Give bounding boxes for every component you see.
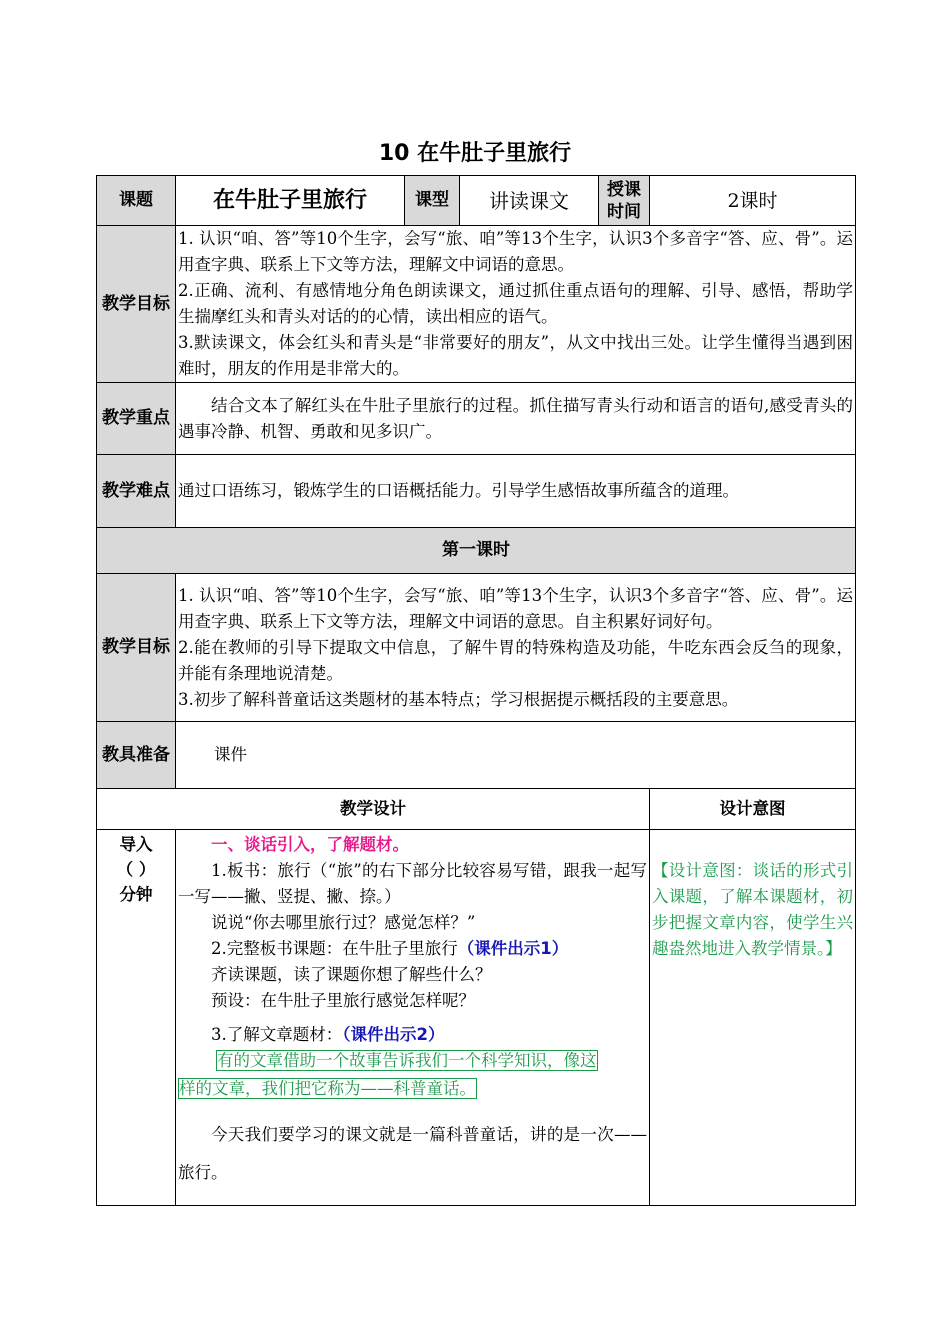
design-paragraph: 今天我们要学习的课文就是一篇科普童话，讲的是一次——旅行。: [178, 1125, 647, 1182]
design-text: 3.了解文章题材：: [211, 1025, 343, 1044]
intent-col-header: 设计意图: [650, 789, 856, 830]
design-col-header: 教学设计: [97, 789, 650, 830]
time-value: 2课时: [650, 176, 856, 226]
green-boxed-text: 样的文章，我们把它称为——科普童话。: [179, 1079, 476, 1098]
lesson1-heading: 第一课时: [97, 528, 856, 574]
topic-value: 在牛肚子里旅行: [176, 176, 405, 226]
lesson1-goals-row: [97, 574, 856, 722]
goals-row: [97, 226, 856, 383]
type-value: 讲读课文: [460, 176, 599, 226]
design-header-row: [97, 789, 856, 830]
design-paragraph: 说说“你去哪里旅行过？感觉怎样？”: [211, 913, 476, 932]
green-line: [178, 1048, 647, 1074]
tools-label: 教具准备: [97, 722, 176, 789]
stage-name: 导入: [119, 835, 153, 854]
design-text: 2.完整板书课题：在牛肚子里旅行: [211, 939, 458, 958]
stage-minutes-blank: （ ）: [116, 860, 156, 879]
difficulties-label: 教学难点: [97, 455, 176, 528]
design-paragraph: 1.板书：旅行（“旅”的右下部分比较容易写错，跟我一起写一写——撇、竖提、撇、捺。）: [178, 861, 647, 906]
courseware-note: （课件出示1）: [457, 939, 569, 958]
stage-label: [97, 830, 176, 1206]
design-intent: 【设计意图：谈话的形式引入课题，了解本课题材，初步把握文章内容，使学生兴趣盎然地进入教学情景。】: [650, 830, 856, 1206]
difficulties-content: [176, 455, 856, 528]
green-boxed-text: 有的文章借助一个故事告诉我们一个科学知识，像这: [217, 1051, 597, 1070]
goal-line: 3.默读课文，体会红头和青头是“非常要好的朋友”，从文中找出三处。让学生懂得当遇到困难时，朋友的作用是非常大的。: [178, 333, 853, 378]
green-line: [178, 1076, 647, 1102]
document-title: 10 在牛肚子里旅行: [378, 141, 572, 166]
goals-content: [176, 226, 856, 383]
keypoints-label: 教学重点: [97, 383, 176, 455]
lesson-plan-table: [96, 175, 856, 1206]
difficulties-text: 通过口语练习，锻炼学生的口语概括能力。引导学生感悟故事所蕴含的道理。: [178, 481, 739, 500]
design-paragraph: 预设：在牛肚子里旅行感觉怎样呢？: [211, 991, 475, 1010]
difficulties-row: [97, 455, 856, 528]
keypoints-content: [176, 383, 856, 455]
design-paragraph: 齐读课题，读了课题你想了解些什么？: [211, 965, 492, 984]
goal-line: 1. 认识“咱、答”等10个生字，会写“旅、咱”等13个生字，认识3个多音字“答、应、骨”。运用查字典、联系上下文等方法，理解文中词语的意思。自主积累好词好句。: [178, 585, 853, 631]
courseware-note: （课件出示2）: [342, 1025, 445, 1044]
header-row: [97, 176, 856, 226]
goals-label: 教学目标: [97, 226, 176, 383]
tools-value: 课件: [176, 722, 856, 789]
keypoints-text: 结合文本了解红头在牛肚子里旅行的过程。抓住描写青头行动和语言的语句,感受青头的遇事冷静、机智、勇敢和见多识广。: [178, 395, 853, 441]
goal-line: 2.正确、流利、有感情地分角色朗读课文，通过抓住重点语句的理解、引导、感悟，帮助学生揣摩红头和青头对话的的心情，读出相应的语气。: [178, 281, 853, 326]
type-label: 课型: [405, 176, 460, 226]
lesson1-heading-row: [97, 528, 856, 574]
lesson1-goals-content: [176, 574, 856, 722]
design-paragraph: [178, 936, 647, 962]
keypoints-row: [97, 383, 856, 455]
design-paragraph: [178, 1022, 647, 1048]
stage-minutes-unit: 分钟: [119, 885, 153, 904]
design-body-row: [97, 830, 856, 1206]
design-content: [176, 830, 650, 1206]
goal-line: 3.初步了解科普童话这类题材的基本特点；学习根据提示概括段的主要意思。: [178, 689, 739, 709]
topic-label: 课题: [97, 176, 176, 226]
section-title: 一、谈话引入，了解题材。: [211, 835, 409, 854]
tools-row: [97, 722, 856, 789]
goal-line: 1. 认识“咱、答”等10个生字，会写“旅、咱”等13个生字，认识3个多音字“答、应、骨”。运用查字典、联系上下文等方法，理解文中词语的意思。: [178, 229, 853, 274]
lesson1-goals-label: 教学目标: [97, 574, 176, 722]
time-label: 授课时间: [599, 176, 650, 226]
goal-line: 2.能在教师的引导下提取文中信息，了解牛胃的特殊构造及功能，牛吃东西会反刍的现象，并能有条理地说清楚。: [178, 637, 853, 683]
